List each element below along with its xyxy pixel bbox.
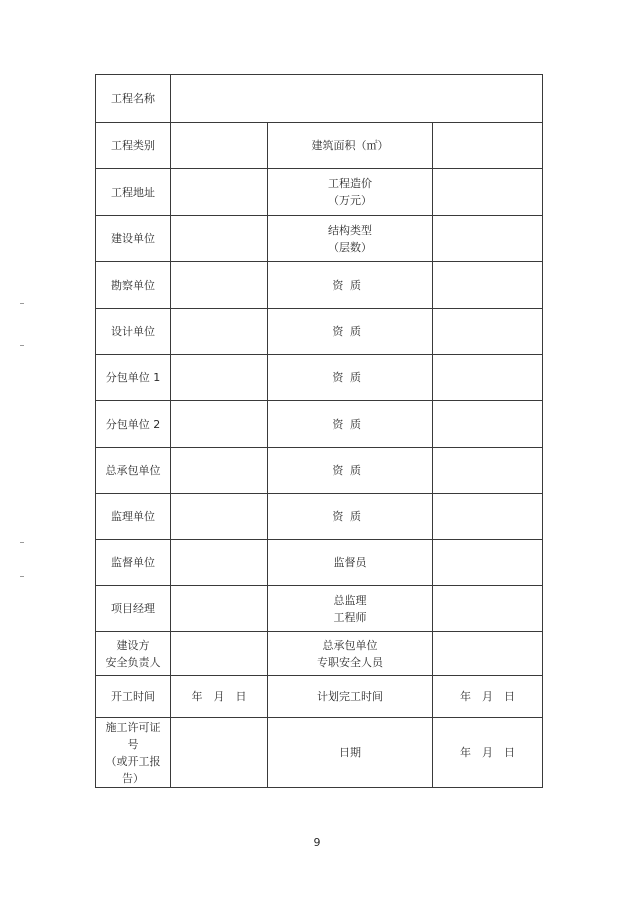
row-label: 分包单位 2 <box>96 401 171 448</box>
row-value-field[interactable] <box>433 586 543 632</box>
row-label: 资质 <box>268 448 433 494</box>
row-value-field[interactable] <box>171 355 268 401</box>
project-name-field[interactable] <box>171 75 543 123</box>
row-value-field[interactable] <box>433 632 543 676</box>
scan-mark <box>20 542 24 543</box>
row-label: 日期 <box>268 718 433 788</box>
row-value-field[interactable] <box>171 448 268 494</box>
form-row <box>96 586 543 632</box>
row-label: 设计单位 <box>96 309 171 355</box>
start-date-field[interactable]: 年 月 日 <box>171 676 268 718</box>
row-value-field[interactable] <box>171 169 268 216</box>
row-label: 建筑面积（㎡） <box>268 123 433 169</box>
row-value-field[interactable] <box>433 401 543 448</box>
form-row <box>96 632 543 676</box>
form-row <box>96 309 543 355</box>
row-label: 勘察单位 <box>96 262 171 309</box>
row-label: 项目经理 <box>96 586 171 632</box>
row-label: 总监理 工程师 <box>268 586 433 632</box>
row-label: 计划完工时间 <box>268 676 433 718</box>
row-label: 工程类别 <box>96 123 171 169</box>
row-label: 建设单位 <box>96 216 171 262</box>
form-row <box>96 448 543 494</box>
row-label: 工程地址 <box>96 169 171 216</box>
form-row <box>96 540 543 586</box>
row-label: 工程造价 （万元） <box>268 169 433 216</box>
row-value-field[interactable] <box>171 494 268 540</box>
scan-mark <box>20 303 24 304</box>
row-label: 施工许可证 号 （或开工报 告） <box>96 718 171 788</box>
row-label: 监督员 <box>268 540 433 586</box>
row-value-field[interactable] <box>433 448 543 494</box>
form-row <box>96 123 543 169</box>
form-row <box>96 401 543 448</box>
row-value-field[interactable] <box>433 540 543 586</box>
row-value-field[interactable] <box>433 216 543 262</box>
row-label: 结构类型 （层数） <box>268 216 433 262</box>
row-value-field[interactable] <box>433 169 543 216</box>
row-label: 资质 <box>268 262 433 309</box>
permit-date-field[interactable]: 年 月 日 <box>433 718 543 788</box>
row-label: 资质 <box>268 494 433 540</box>
row-label: 监督单位 <box>96 540 171 586</box>
project-info-form <box>95 74 543 788</box>
permit-number-field[interactable] <box>171 718 268 788</box>
row-label: 资质 <box>268 355 433 401</box>
row-label: 建设方 安全负责人 <box>96 632 171 676</box>
form-row <box>96 169 543 216</box>
row-label: 总承包单位 专职安全人员 <box>268 632 433 676</box>
form-row <box>96 75 543 123</box>
row-value-field[interactable] <box>171 309 268 355</box>
row-label: 分包单位 1 <box>96 355 171 401</box>
row-value-field[interactable] <box>171 586 268 632</box>
row-label: 资质 <box>268 309 433 355</box>
row-label: 开工时间 <box>96 676 171 718</box>
row-value-field[interactable] <box>171 262 268 309</box>
row-value-field[interactable] <box>171 216 268 262</box>
row-value-field[interactable] <box>171 632 268 676</box>
form-row <box>96 355 543 401</box>
form-row <box>96 494 543 540</box>
row-value-field[interactable] <box>433 123 543 169</box>
row-value-field[interactable] <box>433 355 543 401</box>
project-name-label: 工程名称 <box>96 75 171 123</box>
page-number: 9 <box>313 836 321 849</box>
row-label: 总承包单位 <box>96 448 171 494</box>
row-value-field[interactable] <box>171 123 268 169</box>
form-row <box>96 676 543 718</box>
scan-mark <box>20 576 24 577</box>
row-label: 监理单位 <box>96 494 171 540</box>
form-row <box>96 216 543 262</box>
form-row <box>96 262 543 309</box>
row-value-field[interactable] <box>171 401 268 448</box>
form-row <box>96 718 543 788</box>
row-value-field[interactable] <box>433 309 543 355</box>
completion-date-field[interactable]: 年 月 日 <box>433 676 543 718</box>
row-value-field[interactable] <box>171 540 268 586</box>
row-value-field[interactable] <box>433 494 543 540</box>
row-label: 资质 <box>268 401 433 448</box>
row-value-field[interactable] <box>433 262 543 309</box>
scan-mark <box>20 345 24 346</box>
